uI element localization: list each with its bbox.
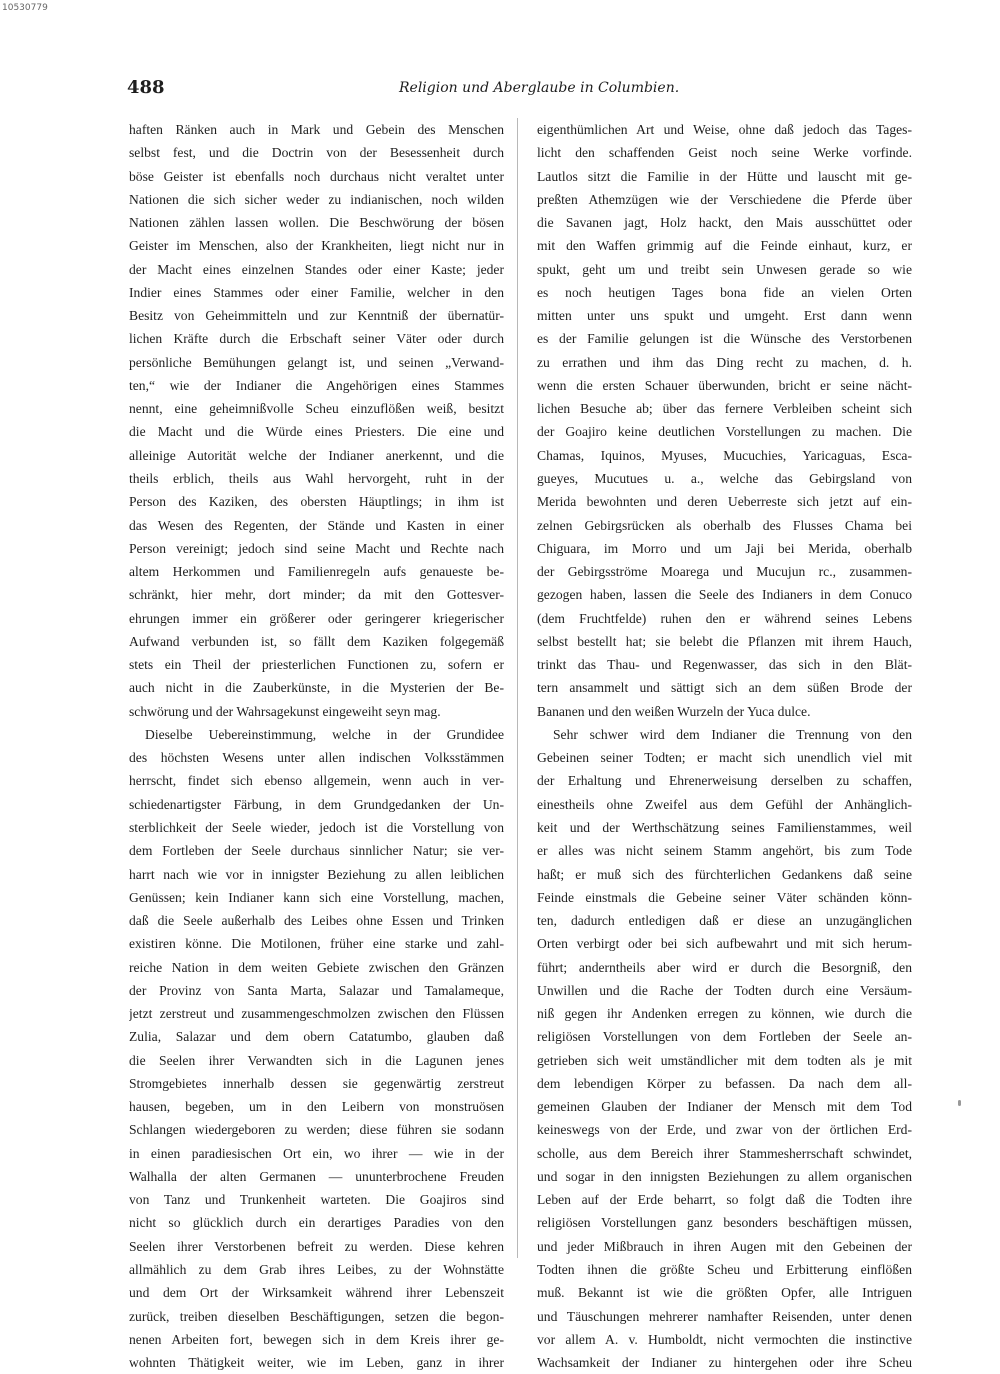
- text-line: nicht so glücklich durch ein derartiges Paradies von den: [129, 1215, 504, 1231]
- text-line: und dem Ort der Wirksamkeit während ihrer Lebenszeit: [129, 1285, 504, 1301]
- text-line: wenn die ersten Schauer überwunden, bricht er seine nächt-: [537, 377, 912, 393]
- text-line: altem Herkommen und Familienregeln aufs genaueste be-: [129, 564, 504, 580]
- text-line: gemeinen Glauben der Indianer der Mensch mit dem Tod: [537, 1099, 912, 1115]
- text-line: persönliche Bemühungen gelangt ist, und seinen „Verwand-: [129, 354, 504, 370]
- text-line: auch nicht in die Zauberkünste, in die Mysterien der Be-: [129, 680, 504, 696]
- text-line: in einen paradiesischen Ort ein, wo ihrer — wie in der: [129, 1145, 504, 1161]
- text-line: Orten verbirgt oder bei sich aufbewahrt und mit sich herum-: [537, 936, 912, 952]
- text-line: sterblichkeit der Seele wieder, jedoch ist die Vorstellung von: [129, 819, 504, 835]
- text-line: lichen Kräfte durch die Erbschaft seiner Väter oder durch: [129, 331, 504, 347]
- text-line: Besitz von Geheimmitteln und zur Kenntniß der übernatür-: [129, 308, 504, 324]
- text-line: nenen Arbeiten fort, bewegen sich in dem Kreis ihrer ge-: [129, 1331, 504, 1347]
- text-line: von Tanz und Trunkenheit warteten. Die Goajiros sind: [129, 1192, 504, 1208]
- text-line: Walhalla der alten Germanen — ununterbrochene Freuden: [129, 1168, 504, 1184]
- text-line: stets ein Theil der priesterlichen Functionen zu, sofern er: [129, 657, 504, 673]
- text-line: die Macht und die Würde eines Priesters. Die eine und: [129, 424, 504, 440]
- text-line: reiche Nation in dem weiten Gebiete zwischen den Gränzen: [129, 959, 504, 975]
- text-line: es der Familie gelungen ist die Wünsche des Verstorbenen: [537, 331, 912, 347]
- text-line: ten,“ wie der Indianer die Angehörigen eines Stammes: [129, 377, 504, 393]
- text-line: er alles was nicht seinem Stamm angehört, bis zum Tode: [537, 843, 912, 859]
- text-line: (dem Fruchtfelde) ruhen den er während seines Lebens: [537, 610, 912, 626]
- text-line: haften Ränken auch in Mark und Gebein des Menschen: [129, 122, 504, 137]
- column-divider: [517, 118, 518, 1258]
- text-line: Merida bewohnten und deren Ueberreste sich jetzt auf ein-: [537, 494, 912, 510]
- text-line: jetzt zerstreut und zusammengeschmolzen zwischen den Flüssen: [129, 1006, 504, 1022]
- scan-speck: [958, 1100, 961, 1106]
- text-line: religiösen Vorstellungen von dem Fortleben der Seele an-: [537, 1029, 912, 1045]
- text-line: lichen Besuche ab; über das fernere Verbleiben scheint sich: [537, 401, 912, 417]
- page-header: [127, 77, 680, 101]
- text-line: mit den Waffen grimmig auf die Feinde einhaut, kurz, er: [537, 238, 912, 254]
- text-line: hausen, begeben, um in den Leibern von monstruösen: [129, 1099, 504, 1115]
- text-line: die Seelen ihrer Verwandten sich in die Lagunen jenes: [129, 1052, 504, 1068]
- text-line: Genüssen; kein Indianer kann sich eine Vorstellung, machen,: [129, 889, 504, 905]
- text-line: Person des Kaziken, des obersten Häuptlings; in ihm ist: [129, 494, 504, 510]
- text-line: muß. Bekannt ist wie die größten Opfer, alle Intriguen: [537, 1285, 912, 1301]
- text-line: preßten Athemzügen wie der Verschiedene die Pferde über: [537, 191, 912, 207]
- text-line: Schlangen wiedergeboren zu werden; diese führen sie sodann: [129, 1122, 504, 1138]
- text-line: der Provinz von Santa Marta, Salazar und Tamalameque,: [129, 982, 504, 998]
- text-line: Todten ihnen die größte Scheu und Erbitterung einflößen: [537, 1262, 912, 1278]
- text-line: der Macht eines einzelnen Standes oder einer Kaste; jeder: [129, 261, 504, 277]
- text-line: wohnten Thätigkeit weiter, wie im Leben, ganz in ihrer: [129, 1355, 504, 1371]
- text-line: licht den schaffenden Geist noch seine Werke vorfinde.: [537, 145, 912, 161]
- text-line: Gebeinen seiner Todten; er macht sich unendlich viel mit: [537, 750, 912, 766]
- text-line: zelnen Gebirgsrücken als oberhalb des Flusses Chama bei: [537, 517, 912, 533]
- text-line: dem lebendigen Körper zu befassen. Da nach dem all-: [537, 1075, 912, 1091]
- text-line: ehrungen immer ein größerer oder geringerer kriegerischer: [129, 610, 504, 626]
- text-line: Wachsamkeit der Indianer zu hintergehen oder ihre Scheu: [537, 1355, 912, 1371]
- text-line: Feinde einstmals die Gebeine seiner Väter schänden könn-: [537, 889, 912, 905]
- text-line: Chamas, Iquinos, Myuses, Mucuchies, Yaricaguas, Esca-: [537, 447, 912, 463]
- text-line: und jeder Mißbrauch in ihren Augen mit den Gebeinen der: [537, 1238, 912, 1254]
- text-line: keit und der Werthschätzung seines Familienstammes, weil: [537, 819, 912, 835]
- text-line: tern ansammelt und sättigt sich an dem süßen Brode der: [537, 680, 912, 696]
- text-line: getrieben sich weit umständlicher mit dem todten als je mit: [537, 1052, 912, 1068]
- text-line: mitten unter uns spukt und umgeht. Erst dann wenn: [537, 308, 912, 324]
- text-line: Dieselbe Uebereinstimmung, welche in der Grundidee: [145, 726, 504, 742]
- text-line: einestheils ohne Zweifel aus dem Gefühl der Anhänglich-: [537, 796, 912, 812]
- text-line: allmählich zu dem Grab ihres Leibes, zu der Wohnstätte: [129, 1262, 504, 1278]
- running-title: Religion und Aberglaube in Columbien.: [399, 80, 680, 96]
- text-line: herrscht, findet sich ebenso allgemein, wenn auch in ver-: [129, 773, 504, 789]
- text-line: Stromgebietes innerhalb dessen sie gegenwärtig zerstreut: [129, 1075, 504, 1091]
- text-line: Bananen und den weißen Wurzeln der Yuca dulce.: [537, 703, 811, 719]
- text-line: eigenthümlichen Art und Weise, ohne daß jedoch das Tages-: [537, 122, 912, 137]
- text-line: böse Geister ist ebenfalls noch durchaus nicht veraltet unter: [129, 168, 504, 184]
- text-line: die Savanen jagt, Holz hackt, den Mais ausschüttet oder: [537, 215, 912, 231]
- text-line: führt; anderntheils aber wird er durch die Besorgniß, den: [537, 959, 912, 975]
- text-line: des höchsten Wesens unter allen indischen Volksstämmen: [129, 750, 504, 766]
- text-line: selbst fest, und die Doctrin von der Besessenheit durch: [129, 145, 504, 161]
- text-line: Zulia, Salazar und dem obern Catatumbo, glauben daß: [129, 1029, 504, 1045]
- text-line: Chiguara, im Morro und um Jaji bei Merida, oberhalb: [537, 540, 912, 556]
- text-line: Sehr schwer wird dem Indianer die Trennung von den: [553, 726, 912, 742]
- text-line: Seelen ihrer Verstorbenen befreit zu werden. Diese kehren: [129, 1238, 504, 1254]
- text-line: schiedenartigster Färbung, in dem Grundgedanken der Un-: [129, 796, 504, 812]
- text-line: niß gegen ihr Andenken erregen zu können, wie durch die: [537, 1006, 912, 1022]
- text-line: nennt, eine geheimnißvolle Scheu einzuflößen weiß, besitzt: [129, 401, 504, 417]
- text-line: harrt nach wie vor in innigster Beziehung zu allen leiblichen: [129, 866, 504, 882]
- text-line: ten, dadurch entledigen daß er diese an unzugänglichen: [537, 913, 912, 929]
- text-line: theils erblich, theils aus Wahl hervorgeht, ruht in der: [129, 470, 504, 486]
- text-line: haßt; er muß sich des fürchterlichen Gedankens daß seine: [537, 866, 912, 882]
- text-line: spukt, geht um und treibt sein Unwesen gerade so wie: [537, 261, 912, 277]
- text-line: schwörung und der Wahrsagekunst eingeweiht seyn mag.: [129, 703, 441, 719]
- text-line: Unwillen und die Rache der Todten durch eine Versäum-: [537, 982, 912, 998]
- text-line: das Wesen des Regenten, der Stände und Kasten in einer: [129, 517, 504, 533]
- text-line: Geister im Menschen, also der Krankheiten, liegt nicht nur in: [129, 238, 504, 254]
- text-line: und sogar in den innigsten Beziehungen zu allem organischen: [537, 1168, 912, 1184]
- text-line: alleinige Autorität welche der Indianer anerkennt, und die: [129, 447, 504, 463]
- text-line: scholle, aus dem Bereich ihrer Stammesherrschaft schwindet,: [537, 1145, 912, 1161]
- scan-id: 10530779: [2, 3, 48, 13]
- left-column: [129, 118, 504, 1374]
- text-line: existiren könne. Die Motilonen, früher eine starke und zahl-: [129, 936, 504, 952]
- page-number: 488: [127, 77, 165, 98]
- text-line: religiösen Vorstellungen ganz besonders beschäftigen müssen,: [537, 1215, 912, 1231]
- text-line: gueyes, Mucutues u. a., welche das Gebirgsland von: [537, 470, 912, 486]
- text-line: der Erhaltung und Ehrenerweisung derselben zu schaffen,: [537, 773, 912, 789]
- text-line: und Täuschungen mehrerer namhafter Reisenden, unter denen: [537, 1308, 912, 1324]
- text-line: gezogen haben, lassen die Seele des Indianers in dem Conuco: [537, 587, 912, 603]
- text-line: es noch heutigen Tages bona fide an vielen Orten: [537, 284, 912, 300]
- right-column: [537, 118, 912, 1374]
- text-line: zurück, treiben dieselben Beschäftigungen, setzen die begon-: [129, 1308, 504, 1324]
- text-line: daß die Seele außerhalb des Leibes ohne Essen und Trinken: [129, 913, 504, 929]
- text-line: der Goajiro keine deutlichen Vorstellungen zu machen. Die: [537, 424, 912, 440]
- text-line: Nationen die sich sicher weder zu indianischen, noch wilden: [129, 191, 504, 207]
- text-line: selbst bestellt hat; sie belebt die Pflanzen mit ihrem Hauch,: [537, 633, 912, 649]
- text-line: zu errathen und ihm das Ding recht zu machen, d. h.: [537, 354, 912, 370]
- text-line: schränkt, hier mehr, dort minder; da mit den Gottesver-: [129, 587, 504, 603]
- text-line: Nationen zählen lassen wollen. Die Beschwörung der bösen: [129, 215, 504, 231]
- text-line: Indier eines Stammes oder einer Familie, welcher in den: [129, 284, 504, 300]
- text-line: Lautlos sitzt die Familie in der Hütte und lauscht mit ge-: [537, 168, 912, 184]
- text-line: keineswegs von der Erde, und zwar von der örtlichen Erd-: [537, 1122, 912, 1138]
- text-line: Person vereinigt; jedoch sind seine Macht und Rechte nach: [129, 540, 504, 556]
- text-line: Aufwand verbunden ist, so fällt dem Kaziken folgegemäß: [129, 633, 504, 649]
- text-line: Leben auf der Erde beharrt, so folgt daß die Todten ihre: [537, 1192, 912, 1208]
- text-line: trinkt das Thau- und Regenwasser, das sich in den Blät-: [537, 657, 912, 673]
- text-line: vor allem A. v. Humboldt, nicht vermochten die instinctive: [537, 1331, 912, 1347]
- text-line: der Gebirgsströme Moarega und Mucujun rc., zusammen-: [537, 564, 912, 580]
- text-line: dem Fortleben der Seele durchaus sinnlicher Natur; sie ver-: [129, 843, 504, 859]
